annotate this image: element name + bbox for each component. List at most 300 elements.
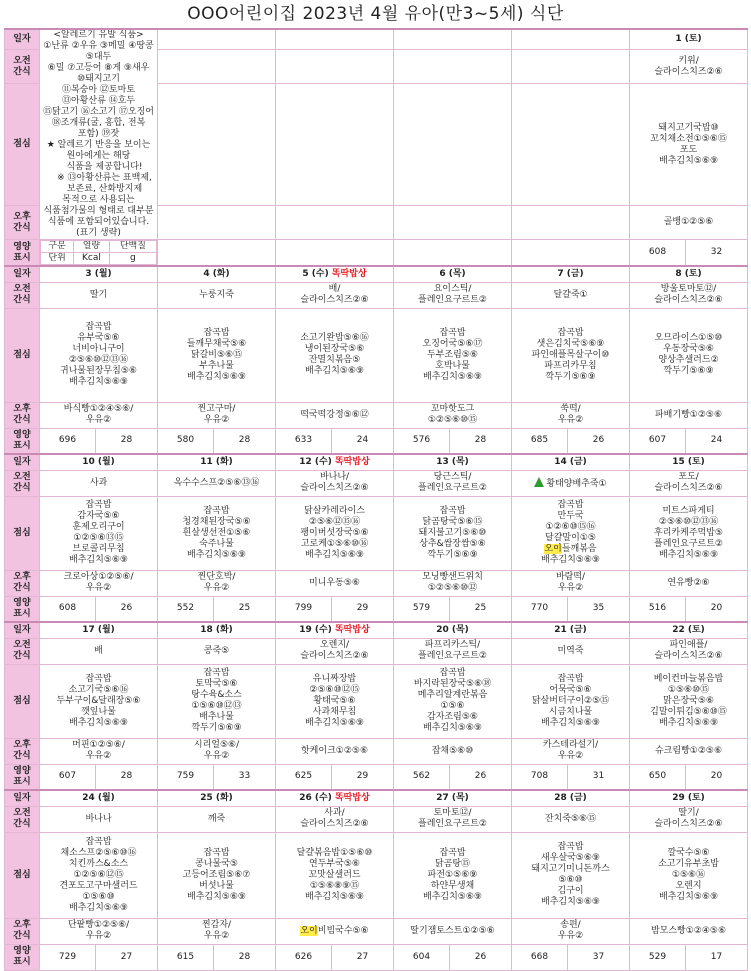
week-3-date-row	[5, 454, 748, 470]
pm-snack-line: 찐단호박/	[197, 572, 236, 582]
empty-cell	[276, 84, 394, 206]
lunch-menu-line: 귀나물된장무침⑤⑥	[60, 366, 137, 376]
am-snack-line: 슬라이스치즈②⑥	[654, 295, 723, 305]
notice-sulfite-cont: 식품에 포함되어있습니다. (표기 생략)	[47, 217, 150, 238]
pm-snack-label	[5, 570, 40, 596]
day-header	[512, 622, 630, 638]
pm-snack-line: 핫케이크①②⑤⑥	[300, 745, 369, 756]
lunch-menu-line: 잡곡밥	[557, 842, 584, 852]
lunch-menu-line: 맑은장국⑤⑥	[663, 695, 714, 706]
date-label: 일자	[5, 266, 40, 282]
pm-snack	[40, 402, 158, 428]
am-snack	[394, 282, 512, 308]
am-snack-line: 슬라이스치즈②⑥	[654, 66, 723, 77]
lunch-menu	[630, 84, 748, 206]
allergen-list-line: ⑪복숭아 ⑫토마토 ⑬아황산류 ⑭호두	[61, 85, 136, 106]
pm-snack-line: 찐고구마/	[197, 404, 236, 414]
pm-snack-label-text: 간식	[13, 415, 31, 425]
lunch-menu	[40, 308, 158, 402]
day-date: 1 (토)	[675, 34, 702, 45]
pm-snack-line: 연유빵②⑥	[667, 577, 710, 588]
day-date: 15 (토)	[672, 456, 705, 467]
am-snack	[630, 282, 748, 308]
lunch-menu-line: 바지락된장국⑤⑥⑱	[413, 679, 492, 689]
lunch-menu-line: 잡곡밥	[203, 327, 230, 338]
kcal-value: 607	[630, 428, 686, 454]
kcal-value: 608	[630, 240, 686, 267]
am-snack	[276, 806, 394, 832]
pm-snack-label-text: 간식	[13, 222, 31, 233]
nutrition-label-text: 표시	[13, 252, 31, 263]
pm-snack-label-text: 간식	[13, 751, 31, 761]
day-header	[394, 454, 512, 470]
am-snack-line: 배/	[328, 284, 341, 294]
am-snack-line: 플레인요구르트②	[418, 483, 487, 493]
am-snack-line: 키위/	[678, 55, 699, 66]
nutrition-label	[5, 764, 40, 790]
week-2-lunch-row	[5, 308, 748, 402]
pm-snack-line: 우유②	[557, 931, 584, 941]
kcal-value: 604	[394, 944, 450, 970]
week-5-nut-row	[5, 944, 748, 970]
am-snack-line: 황태양배추죽①	[513, 477, 628, 490]
lunch-menu	[512, 832, 630, 918]
kcal-value: 516	[630, 596, 686, 622]
lunch-menu-line: 잡곡밥	[85, 673, 112, 684]
pm-snack-label	[5, 738, 40, 764]
lunch-menu-line: 잡곡밥	[85, 322, 112, 332]
pm-snack	[630, 402, 748, 428]
day-date: 14 (금)	[554, 456, 587, 467]
pm-snack	[158, 738, 276, 764]
empty-cell	[158, 240, 276, 267]
pm-snack-line: 우유②	[557, 583, 584, 593]
am-snack	[40, 638, 158, 664]
pm-snack	[158, 570, 276, 596]
pm-snack-line: 골뱅①②⑤⑥	[663, 217, 714, 228]
nutrition-label	[5, 944, 40, 970]
pm-snack-line: 머핀①②⑤⑥/	[72, 740, 125, 750]
nutrition-label	[5, 240, 40, 267]
kcal-value: 759	[158, 764, 214, 790]
lunch-menu-line: 청경채된장국⑤⑥	[182, 516, 251, 527]
pm-snack	[276, 402, 394, 428]
lunch-menu-line: 돼지고기미니돈까스	[531, 864, 610, 874]
am-snack-line: 누룽지죽	[199, 289, 234, 300]
lunch-menu-line: 유부국⑤⑥	[77, 333, 120, 343]
lunch-menu-line: 배추김치⑤⑥⑨	[69, 555, 128, 565]
lunch-menu-line: 두부조림⑤⑥	[427, 349, 478, 360]
day-header	[512, 790, 630, 806]
am-snack-line: 사과/	[324, 808, 345, 818]
am-snack-label-text: 오전	[13, 472, 31, 482]
empty-cell	[276, 240, 394, 267]
pm-snack-line: ①②⑤⑥⑩⑫	[427, 583, 478, 593]
am-snack	[630, 470, 748, 496]
lunch-menu-line: ①②⑤⑥⑬⑮	[73, 533, 124, 543]
protein-value: 35	[568, 596, 630, 622]
pm-snack-label-text: 오후	[13, 572, 31, 582]
lunch-menu-line: 미트스파게티	[662, 505, 715, 516]
am-snack-line: 딸기/	[678, 808, 699, 818]
kcal-value: 562	[394, 764, 450, 790]
empty-cell	[394, 29, 512, 50]
lunch-menu-line: 파프리카무침	[544, 360, 597, 371]
notice-warning-cont: 식품을 제공합니다!	[66, 162, 143, 172]
lunch-label: 점심	[5, 84, 40, 206]
special-day-badge: 똑딱밥상	[331, 268, 367, 279]
lunch-menu-line: ⑤⑥⑩	[558, 875, 583, 885]
protein-value: 29	[332, 764, 394, 790]
lunch-menu-line: 배추김치⑤⑥⑨	[69, 902, 128, 913]
menu-table	[4, 28, 748, 971]
empty-cell	[512, 240, 630, 267]
lunch-menu	[512, 664, 630, 738]
day-date: 12 (수)	[299, 456, 332, 467]
am-snack-line: 파프리카스틱/	[424, 640, 481, 650]
lunch-menu-line: 잡곡밥	[439, 505, 466, 516]
lunch-menu-line: 숙주나물	[199, 538, 234, 549]
pm-snack-line: 우유②	[557, 415, 584, 425]
am-snack-label	[5, 806, 40, 832]
am-snack-line: 슬라이스치즈②⑥	[654, 651, 723, 661]
am-snack	[394, 806, 512, 832]
kcal-value: 668	[512, 944, 568, 970]
week-2-pm-row	[5, 402, 748, 428]
lunch-menu-line: 우동장국⑤⑥	[663, 344, 714, 354]
pm-snack	[630, 570, 748, 596]
nutrition-label-text: 표시	[13, 957, 31, 967]
lunch-menu-line: 시금치나물	[548, 706, 593, 717]
lunch-menu-line: 배추김치⑤⑥⑨	[305, 891, 364, 902]
day-date: 7 (금)	[557, 268, 584, 279]
lunch-menu-line: 배추나물	[199, 712, 234, 722]
am-snack-line: 요이스틱/	[433, 284, 472, 294]
highlight-mark: 오이	[544, 544, 562, 554]
lunch-menu	[158, 664, 276, 738]
nutrition-label-text: 표시	[13, 608, 31, 619]
day-header	[630, 790, 748, 806]
lunch-menu-line: 소고기국⑤⑥⑯	[68, 684, 129, 695]
pm-snack-line: 우유②	[557, 751, 584, 761]
am-snack-label-text: 간식	[13, 295, 31, 305]
pm-snack	[276, 570, 394, 596]
am-snack-line: 당근스틱/	[433, 472, 472, 482]
lunch-menu-line: 잡곡밥	[439, 847, 466, 858]
day-date: 5 (수)	[302, 268, 329, 279]
week-2-date-row	[5, 266, 748, 282]
lunch-menu-line: 감자국⑤⑥	[77, 511, 120, 521]
legend-unit: Kcal	[74, 253, 110, 265]
am-snack-line: 옥수수스프②⑤⑥⑬⑯	[173, 477, 260, 488]
pm-snack-label-text: 오후	[13, 920, 31, 930]
day-header	[276, 454, 394, 470]
empty-cell	[512, 50, 630, 84]
am-snack-line: 방울토마토⑫/	[660, 284, 717, 294]
lunch-menu-line: 토막국⑤⑥	[195, 679, 238, 689]
lunch-menu	[158, 496, 276, 570]
protein-value: 25	[450, 596, 512, 622]
page-title: OOO어린이집 2023년 4월 유아(만3~5세) 식단	[187, 4, 564, 24]
lunch-menu-line: 배추김치⑤⑥⑨	[659, 549, 719, 560]
am-snack-line: 토마토⑫/	[433, 808, 472, 818]
am-snack-line: 바나나	[85, 813, 112, 824]
lunch-menu-line: 호박나물	[435, 360, 470, 371]
protein-value: 31	[568, 764, 630, 790]
lunch-menu	[276, 832, 394, 918]
week-4-am-row	[5, 638, 748, 664]
lunch-menu-line: 냉이된장국⑤⑥	[304, 344, 365, 354]
am-snack-line: 슬라이스치즈②⑥	[300, 819, 369, 829]
am-snack	[394, 638, 512, 664]
lunch-menu-line: 양상추샐러드②	[658, 355, 719, 365]
kcal-value: 729	[40, 944, 96, 970]
am-snack-line: 슬라이스치즈②⑥	[654, 819, 723, 829]
legend-header: 단백질	[109, 241, 156, 253]
lunch-menu-line: 닭갈비⑤⑥⑮	[190, 349, 243, 360]
notice-sulfite-cont: 목적으로 사용되는 식품첨가물의 형태로 대부분	[43, 195, 154, 216]
lunch-menu-line: 소고기완밥⑤⑥⑯	[300, 333, 369, 343]
pm-snack-line: 우유②	[85, 583, 112, 593]
protein-value: 33	[214, 764, 276, 790]
week-5-pm-row	[5, 918, 748, 944]
day-header	[630, 266, 748, 282]
am-snack-line: 미역죽	[557, 645, 584, 656]
nutrition-label-text: 표시	[13, 440, 31, 451]
am-snack-line: 딸기	[89, 289, 108, 300]
am-snack	[630, 50, 748, 84]
lunch-menu-line: 배추김치⑤⑥⑨	[69, 717, 128, 728]
kcal-value: 685	[512, 428, 568, 454]
protein-value: 37	[568, 944, 630, 970]
day-header	[276, 790, 394, 806]
lunch-menu-line: 소고기유부초밥	[658, 858, 719, 869]
day-date: 4 (화)	[203, 268, 230, 279]
am-snack	[158, 806, 276, 832]
lunch-menu	[394, 664, 512, 738]
lunch-menu-line: 오렌지	[675, 880, 702, 891]
lunch-menu-line: 브로콜리무침	[72, 544, 125, 554]
lunch-menu-line: 채소스프②⑤⑥⑩⑯	[60, 847, 137, 858]
lunch-menu-line: 배추김치⑤⑥⑨	[659, 891, 719, 902]
special-day-badge: 똑딱밥상	[334, 456, 370, 467]
am-snack	[512, 806, 630, 832]
lunch-menu	[630, 664, 748, 738]
pm-snack-line: 카스테라설기/	[542, 740, 599, 750]
empty-cell	[394, 240, 512, 267]
week-5-lunch-row	[5, 832, 748, 918]
lunch-menu-line: ②⑤⑥⑩⑫⑮	[309, 684, 360, 695]
lunch-menu-line: 깻잎나물	[81, 706, 116, 717]
lunch-menu-line: 배추김치⑤⑥⑨	[305, 549, 364, 560]
day-date: 21 (금)	[554, 624, 587, 635]
week-4-lunch-row	[5, 664, 748, 738]
am-snack-line: 콩죽⑤	[203, 645, 230, 656]
pm-snack	[512, 738, 630, 764]
lunch-menu-line: ①⑤⑥	[440, 701, 465, 711]
pm-snack	[40, 918, 158, 944]
kcal-value: 650	[630, 764, 686, 790]
lunch-menu-line: 버섯나물	[199, 880, 234, 891]
empty-cell	[512, 84, 630, 206]
notice-title: <알레르기 유발 식품>	[53, 30, 144, 40]
nutrition-label	[5, 428, 40, 454]
lunch-menu-line: 배추김치⑤⑥⑨	[541, 555, 600, 565]
am-snack-label-text: 오전	[13, 808, 31, 818]
pm-snack-label	[5, 402, 40, 428]
lunch-menu-line: 김구이	[557, 886, 584, 896]
am-snack-line: 사과	[89, 477, 108, 488]
kcal-value: 633	[276, 428, 332, 454]
day-header	[158, 790, 276, 806]
am-snack-line: 슬라이스치즈②⑥	[300, 295, 369, 305]
am-snack-label	[5, 50, 40, 84]
legend-header: 구분	[41, 241, 74, 253]
kcal-value: 696	[40, 428, 96, 454]
lunch-menu-line: ②⑤⑥⑩⑫⑬⑯	[658, 516, 719, 527]
lunch-menu-line: 파전①⑤⑥⑨	[427, 869, 478, 880]
day-header	[512, 454, 630, 470]
lunch-menu-line: 배추김치⑤⑥⑨	[423, 723, 482, 733]
day-header	[40, 266, 158, 282]
day-date: 28 (금)	[554, 792, 587, 803]
pm-snack-line: 시리얼⑤⑥/	[193, 740, 240, 750]
pm-snack	[512, 402, 630, 428]
lunch-menu-line: 잡곡밥	[85, 500, 112, 510]
day-header	[394, 790, 512, 806]
lunch-menu-line: 잡곡밥	[439, 668, 466, 678]
am-snack	[158, 470, 276, 496]
lunch-menu-line: 하얀무생채	[430, 880, 475, 891]
empty-cell	[512, 206, 630, 240]
pm-snack	[276, 918, 394, 944]
lunch-menu-line: 잡곡밥	[203, 505, 230, 516]
week-3-lunch-row	[5, 496, 748, 570]
lunch-menu	[40, 664, 158, 738]
legend-unit: g	[109, 253, 156, 265]
empty-cell	[394, 84, 512, 206]
lunch-menu	[630, 496, 748, 570]
pm-snack-line: 꼬마핫도그	[430, 404, 475, 414]
lunch-menu-line: 연두부국⑤⑥	[309, 858, 360, 869]
protein-value: 28	[214, 428, 276, 454]
day-date: 22 (토)	[672, 624, 705, 635]
am-snack	[158, 282, 276, 308]
special-day-badge: 똑딱밥상	[334, 792, 370, 803]
am-snack-line: 오렌지/	[319, 640, 350, 650]
am-snack-line: 배	[94, 645, 103, 656]
lunch-menu-line: 상추&쌈장쌈⑤⑥	[419, 538, 486, 549]
lunch-menu-line: 잡곡밥	[85, 836, 112, 847]
lunch-menu-line: 깔국수⑤⑥	[667, 847, 710, 858]
week-1-date-row	[5, 29, 748, 50]
day-header	[158, 622, 276, 638]
lunch-menu	[630, 308, 748, 402]
lunch-menu-line: 잡곡밥	[203, 668, 230, 678]
week-1-nut-row	[5, 240, 748, 267]
pm-snack-label-text: 간식	[13, 931, 31, 941]
lunch-menu-line: 새우살국⑤⑥⑨	[541, 853, 600, 863]
day-header	[40, 790, 158, 806]
empty-cell	[276, 29, 394, 50]
lunch-menu-line: 닭살카레라이스	[304, 505, 365, 516]
am-snack-line: 슬라이스치즈②⑥	[654, 483, 723, 493]
protein-value: 26	[96, 596, 158, 622]
lunch-menu-line: 훈제오리구이	[72, 522, 125, 532]
allergen-list-line: ⑥밀 ⑦고등어 ⑧게 ⑨새우 ⑩돼지고기	[47, 63, 150, 84]
kcal-value: 770	[512, 596, 568, 622]
nutrition-label-text: 영양	[13, 241, 31, 252]
allergen-list-line: ⑮닭고기 ⑯소고기 ⑰오징어	[43, 107, 154, 117]
pm-snack-line: 우유②	[203, 751, 230, 761]
am-snack-label-text: 간식	[13, 651, 31, 661]
am-snack-line: 플레인요구르트②	[418, 295, 487, 305]
lunch-menu-line: 깍두기⑤⑥⑨	[191, 723, 242, 733]
day-header	[630, 29, 748, 50]
lunch-menu-line: ①⑤⑥⑩	[82, 891, 115, 902]
nutrition-label-text: 영양	[13, 597, 31, 608]
kcal-value: 552	[158, 596, 214, 622]
lunch-menu-line: 사과채무침	[312, 706, 357, 717]
lunch-menu-line: ②⑤⑥⑩⑫⑬⑯	[68, 355, 129, 365]
kcal-value: 625	[276, 764, 332, 790]
date-label: 일자	[5, 454, 40, 470]
day-date: 3 (월)	[85, 268, 112, 279]
am-snack-label	[5, 470, 40, 496]
protein-value: 20	[686, 596, 748, 622]
lunch-menu-line: 깍두기⑤⑥⑨	[545, 371, 596, 382]
lunch-menu-line: 오므라이스①⑤⑩	[654, 333, 723, 343]
lunch-label: 점심	[5, 308, 40, 402]
week-3-am-row	[5, 470, 748, 496]
week-2-am-row	[5, 282, 748, 308]
date-label: 일자	[5, 622, 40, 638]
day-date: 24 (월)	[82, 792, 115, 803]
highlight-mark: 오이	[300, 925, 318, 936]
lunch-menu-line: 잔멸치볶음⑤	[308, 355, 361, 365]
am-snack-label-text: 간식	[13, 483, 31, 493]
empty-cell	[394, 50, 512, 84]
lunch-menu-line: 배추김치⑤⑥⑨	[187, 371, 246, 382]
day-date: 27 (목)	[436, 792, 469, 803]
lunch-menu-line: 견포도고구마샐러드	[59, 880, 138, 891]
lunch-menu-line: 달걀말이①⑤	[545, 533, 596, 543]
pm-snack-line: 우유②	[203, 583, 230, 593]
pm-snack-line: 송편/	[560, 920, 581, 930]
lunch-menu-line: 배추김치⑤⑥⑨	[541, 717, 600, 728]
lunch-menu	[394, 832, 512, 918]
legend-table	[40, 240, 157, 265]
empty-cell	[276, 206, 394, 240]
lunch-menu	[394, 308, 512, 402]
pm-snack-line: 크로아상①②⑤⑥/	[63, 572, 134, 582]
lunch-menu-line: 배추김치⑤⑥⑨	[305, 366, 364, 376]
am-snack	[158, 638, 276, 664]
am-snack-label	[5, 282, 40, 308]
am-snack	[630, 638, 748, 664]
pm-snack	[394, 738, 512, 764]
lunch-menu-line: ①⑤⑥⑩⑫⑬	[191, 701, 242, 711]
am-snack	[512, 282, 630, 308]
lunch-menu-line: 유니짜장밥	[312, 673, 357, 684]
pm-snack-label-text: 오후	[13, 211, 31, 222]
pm-snack-line: 쑥떡/	[560, 404, 581, 414]
lunch-menu-line: 돼지고기국밥⑩	[658, 122, 719, 133]
kcal-value: 626	[276, 944, 332, 970]
day-date: 17 (월)	[82, 624, 115, 635]
lunch-menu	[158, 832, 276, 918]
lunch-label: 점심	[5, 496, 40, 570]
